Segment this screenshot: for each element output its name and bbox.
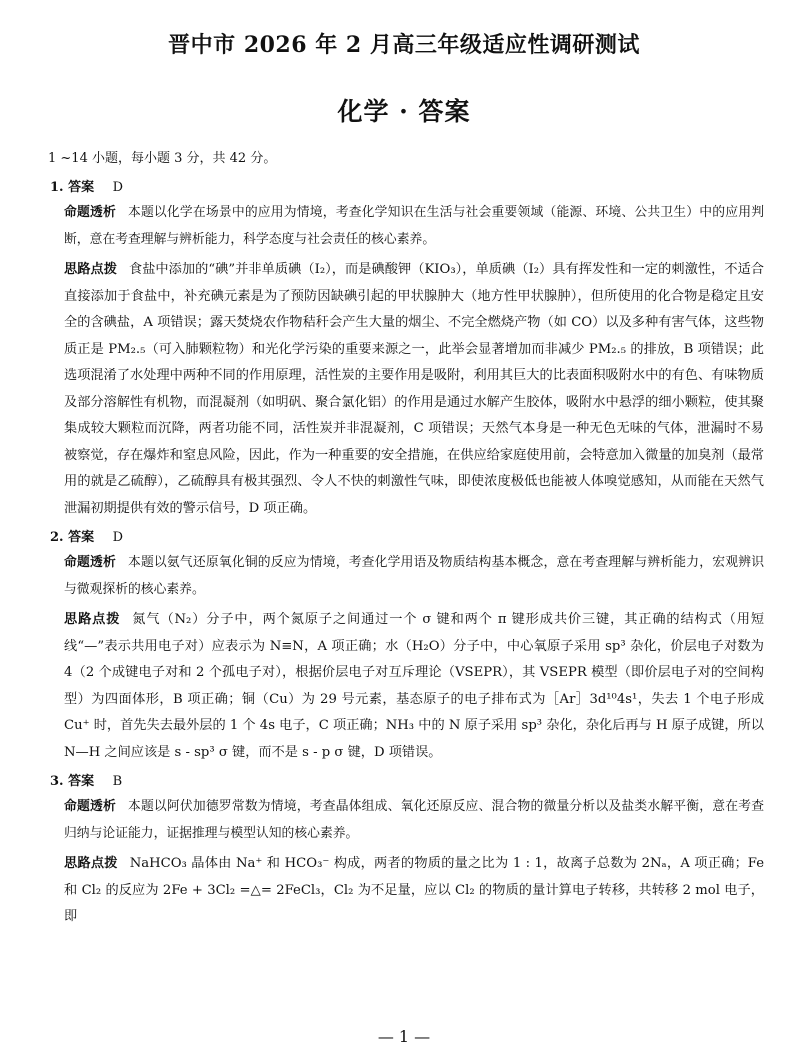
question-number: 3. [50, 774, 64, 789]
answer-value: B [112, 774, 123, 789]
approach-paragraph [48, 607, 764, 766]
page-number: — 1 — [377, 1027, 431, 1046]
answer-content [48, 148, 764, 935]
answer-label: 答案 [68, 530, 95, 545]
question-number: 2. [50, 530, 64, 545]
analysis-paragraph [48, 200, 764, 253]
question-3 [48, 770, 764, 931]
question-heading [50, 526, 764, 550]
approach-label: 思路点拨 [64, 612, 121, 627]
approach-paragraph [48, 851, 764, 931]
answer-label: 答案 [68, 774, 95, 789]
page-title: 晋中市 2026 年 2 月高三年级适应性调研测试 [168, 32, 640, 58]
approach-label: 思路点拨 [64, 856, 118, 871]
question-1 [48, 176, 764, 522]
approach-paragraph [48, 257, 764, 522]
answer-value: D [112, 530, 124, 545]
analysis-text: 本题以化学在场景中的应用为情境，考查化学知识在生活与社会重要领域（能源、环境、公共卫生）中的应用判断，意在考查理解与辨析能力，科学态度与社会责任的核心素养。 [64, 205, 765, 247]
analysis-label: 命题透析 [64, 799, 116, 814]
approach-label: 思路点拨 [64, 262, 117, 277]
section-intro: 1 ~14 小题，每小题 3 分，共 42 分。 [48, 151, 277, 166]
analysis-text: 本题以阿伏加德罗常数为情境，考查晶体组成、氧化还原反应、混合物的微量分析以及盐类水解平衡，意在考查归纳与论证能力，证据推理与模型认知的核心素养。 [64, 799, 765, 841]
page-subtitle: 化学 · 答案 [337, 97, 471, 126]
analysis-label: 命题透析 [64, 555, 116, 570]
question-2 [48, 526, 764, 766]
analysis-paragraph [48, 794, 764, 847]
answer-value: D [112, 180, 124, 195]
approach-text: 氮气（N₂）分子中，两个氮原子之间通过一个 σ 键和两个 π 键形成共价三键，其正确的结构式（用短线“—”表示共用电子对）应表示为 N≡N，A 项正确；水（H₂O）分子中，中心氧原子采用 sp³ 杂化，价层电子对数为 4（2 个成键电子对和 2 个孤电子对），根据价层电子对互斥理论（VSEPR），其 VSEPR 模型（即价层电子对的空间构型）为四面体形，B 项正确；铜（Cu）为 29 号元素，基态原子的电子排布式为［Ar］3d¹⁰4s¹，失去 1 个电子形成 Cu⁺ 时，首先失去最外层的 1 个 4s 电子，C 项正确；NH₃ 中的 N 原子采用 sp³ 杂化，杂化后再与 H 原子成键，所以 N—H 之间应该是 s - sp³ σ 键，而不是 s - p σ 键，D 项错误。 [64, 612, 765, 760]
analysis-paragraph [48, 550, 764, 603]
approach-text: 食盐中添加的“碘”并非单质碘（I₂），而是碘酸钾（KIO₃），单质碘（I₂）具有挥发性和一定的刺激性，不适合直接添加于食盐中，补充碘元素是为了预防因缺碘引起的甲状腺肿大（地方性甲状腺肿），但所使用的化合物是稳定且安全的含碘盐，A 项错误；露天焚烧农作物秸秆会产生大量的烟尘、不完全燃烧产物（如 CO）以及多种有害气体，这些物质正是 PM₂.₅（可入肺颗粒物）和光化学污染的重要来源之一，此举会显著增加而非减少 PM₂.₅ 的排放，B 项错误；此选项混淆了水处理中两种不同的作用原理，活性炭的主要作用是吸附，利用其巨大的比表面积吸附水中的有色、有味物质及部分溶解性有机物，而混凝剂（如明矾、聚合氯化铝）的作用是通过水解产生胶体，吸附水中悬浮的细小颗粒，使其聚集成较大颗粒而沉降，两者功能不同，活性炭并非混凝剂，C 项错误；天然气本身是一种无色无味的气体，泄漏时不易被察觉，存在爆炸和窒息风险，因此，作为一种重要的安全措施，在供应给家庭使用前，会特意加入微量的加臭剂（最常用的就是乙硫醇），乙硫醇具有极其强烈、令人不快的刺激性气味，即使浓度极低也能被人体嗅觉感知，从而能在天然气泄漏初期提供有效的警示信号，D 项正确。 [64, 262, 764, 516]
question-heading [50, 176, 764, 200]
answer-label: 答案 [68, 180, 95, 195]
question-number: 1. [50, 180, 64, 195]
question-heading [50, 770, 764, 794]
approach-text: NaHCO₃ 晶体由 Na⁺ 和 HCO₃⁻ 构成，两者的物质的量之比为 1 : 1，故离子总数为 2Nₐ，A 项正确；Fe 和 Cl₂ 的反应为 2Fe + 3Cl₂ =△= 2FeCl₃，Cl₂ 为不足量，应以 Cl₂ 的物质的量计算电子转移，共转移 2 mol 电子，即 [64, 856, 765, 924]
analysis-text: 本题以氨气还原氧化铜的反应为情境，考查化学用语及物质结构基本概念，意在考查理解与辨析能力，宏观辨识与微观探析的核心素养。 [64, 555, 765, 597]
analysis-label: 命题透析 [64, 205, 116, 220]
